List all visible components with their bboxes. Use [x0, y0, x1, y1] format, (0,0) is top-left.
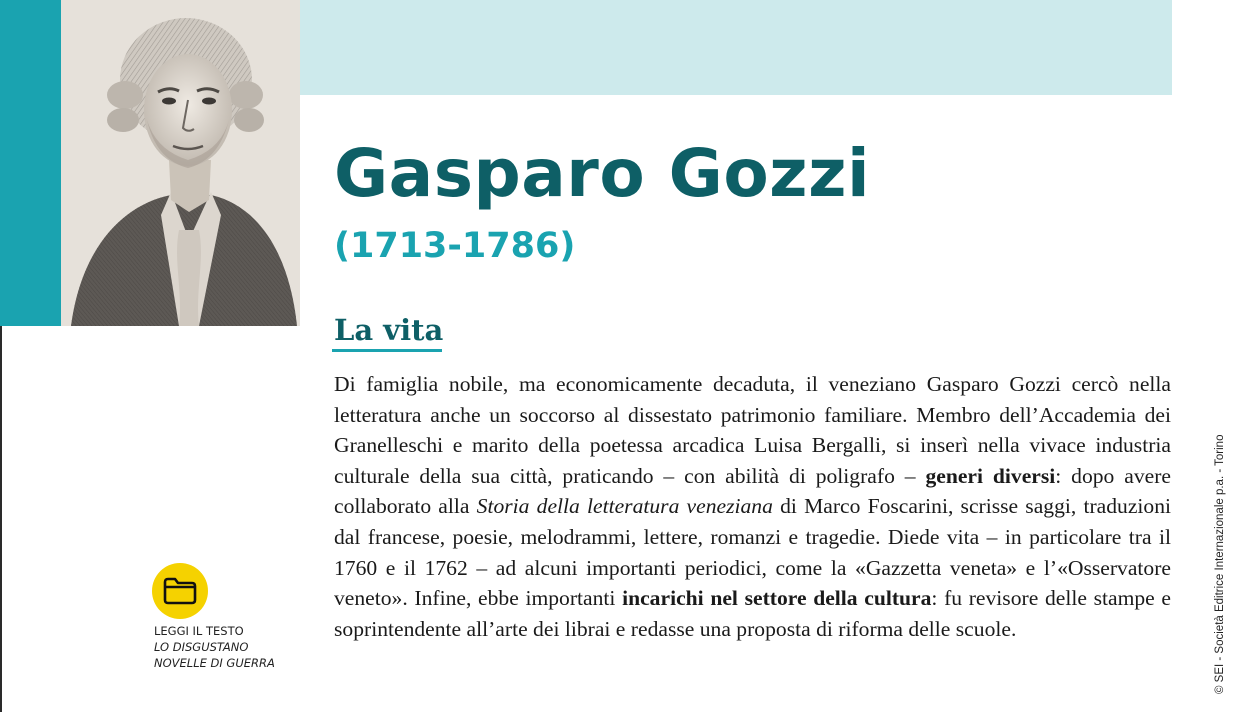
text-run-bold: generi diversi [925, 463, 1056, 488]
life-dates: (1713-1786) [334, 226, 576, 266]
read-text-label: LEGGI IL TESTO [154, 624, 244, 638]
biography-paragraph [334, 369, 1171, 644]
read-text-title-line1: LO DISGUSTANO [154, 640, 249, 654]
portrait-engraving [61, 0, 300, 326]
section-underline [332, 349, 442, 352]
read-text-title-line2: NOVELLE DI GUERRA [154, 656, 275, 670]
text-run-italic: Storia della letteratura veneziana [476, 494, 773, 519]
text-run: di Marco Foscarini, scrisse saggi, traduzioni dal francese, poesie, melodrammi, lettere, romanzi e tragedie. Diede vita – in particolare tra il 1760 e il 1762 – ad alcuni importanti periodici, come la «Gazzetta veneta» e l’«Osservatore veneto». Infine, ebbe importanti [334, 494, 1172, 611]
folder-icon [163, 577, 197, 605]
header-band [300, 0, 1172, 95]
section-title: La vita [334, 313, 444, 347]
folder-link-button[interactable] [152, 563, 208, 619]
text-run: : fu revisore delle stampe e soprintendente all’arte dei librai e redasse una proposta di riforma delle scuole. [334, 586, 1171, 641]
portrait-image [61, 0, 300, 326]
page-title: Gasparo Gozzi [334, 135, 871, 212]
left-margin-line [0, 326, 2, 712]
teal-accent-bar [0, 0, 61, 326]
text-run: : dopo avere collaborato alla [334, 463, 1171, 519]
read-text-link[interactable] [154, 623, 275, 671]
text-run: Di famiglia nobile, ma economicamente decaduta, il veneziano Gasparo Gozzi cercò nella letteratura anche un soccorso al dissestato patrimonio familiare. Membro dell’Accademia dei Granelleschi e marito della poetessa arcadica Luisa Bergalli, si inserì nella vivace industria culturale della sua città, praticando – con abilità di poligrafo – [334, 372, 1171, 488]
text-run-bold: incarichi nel settore della cultura [622, 586, 932, 611]
copyright-notice: © SEI - Società Editrice Internazionale p.a. - Torino [1214, 434, 1226, 694]
